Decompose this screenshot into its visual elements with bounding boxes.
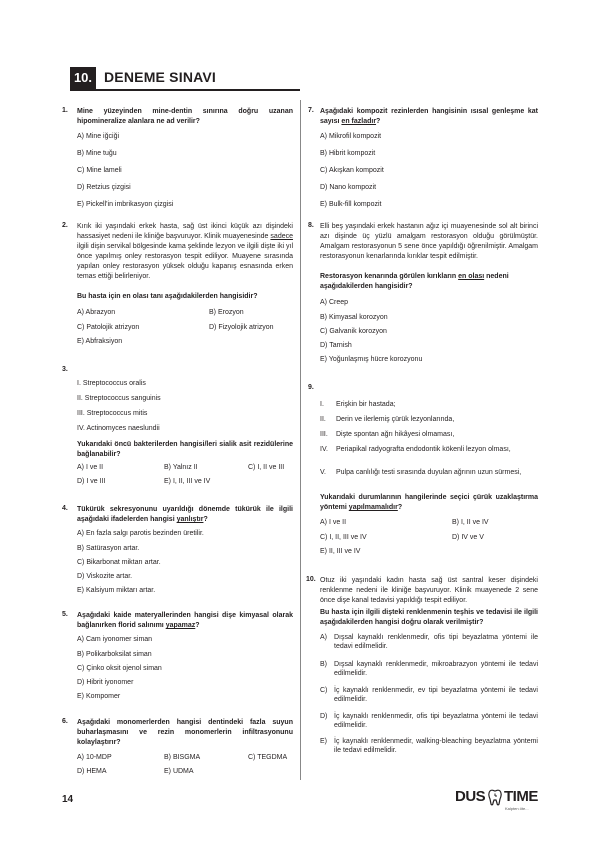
question-stem bbox=[77, 505, 293, 525]
option[interactable]: A) En fazla salgı parotis bezinden üretilir. bbox=[77, 530, 204, 537]
option[interactable]: E) Kalsiyum miktarı artar. bbox=[77, 587, 156, 594]
option[interactable]: A) 10-MDP bbox=[77, 754, 112, 761]
column-divider bbox=[300, 100, 301, 780]
question-number: 8. bbox=[308, 222, 314, 229]
option[interactable]: C) I, II, III ve IV bbox=[320, 534, 367, 541]
question-stem bbox=[77, 611, 293, 631]
question-number: 1. bbox=[62, 107, 68, 114]
option[interactable]: C) I, II ve III bbox=[248, 464, 285, 471]
roman-item: I. Streptococcus oralis bbox=[77, 380, 146, 387]
question-number: 7. bbox=[308, 107, 314, 114]
option[interactable]: B) Kimyasal korozyon bbox=[320, 314, 388, 321]
question-number: 6. bbox=[62, 718, 68, 725]
option[interactable]: İç kaynaklı renklenmedir, ofis tipi beyazlatma yöntemi ile tedavi edilmelidir. bbox=[334, 713, 538, 729]
question-stem-part: ? bbox=[195, 622, 200, 629]
question-number: 5. bbox=[62, 611, 68, 618]
option[interactable]: A) I ve II bbox=[77, 464, 104, 471]
option[interactable]: A) Mikrofil kompozit bbox=[320, 133, 382, 140]
question-number: 10. bbox=[306, 576, 316, 583]
option-letter[interactable]: A) bbox=[320, 634, 327, 641]
question-text-underlined: sadece bbox=[270, 233, 293, 240]
question-number: 4. bbox=[62, 505, 68, 512]
question-prompt-part: Yukarıdaki durumlarının hangilerinde seçici çürük uzaklaştırma yöntemi bbox=[320, 494, 538, 511]
option[interactable]: E) Kompomer bbox=[77, 693, 121, 700]
option[interactable]: Dışsal kaynaklı renklenmedir, mikroabrazyon yöntemi ile tedavi edilmelidir. bbox=[334, 661, 538, 677]
logo-text-left: DUS bbox=[455, 788, 486, 805]
option-letter[interactable]: C) bbox=[320, 687, 328, 694]
option[interactable]: C) Çinko oksit ojenol siman bbox=[77, 665, 162, 672]
option[interactable]: B) I, II ve IV bbox=[452, 519, 489, 526]
question-prompt-underlined: en olası bbox=[458, 273, 485, 280]
option[interactable]: A) I ve II bbox=[320, 519, 347, 526]
question-stem-underlined: yanlıştır bbox=[176, 516, 204, 523]
roman-item: Pulpa canlılığı testi sırasında duyulan ağrının uzun sürmesi, bbox=[336, 469, 522, 476]
roman-numeral: IV. bbox=[320, 446, 328, 453]
header-number: 10. bbox=[73, 70, 93, 85]
footer-logo bbox=[455, 788, 545, 814]
option-letter[interactable]: B) bbox=[320, 661, 327, 668]
option[interactable]: D) IV ve V bbox=[452, 534, 484, 541]
logo-tagline: Kalpten öte... bbox=[505, 806, 529, 811]
option[interactable]: E) UDMA bbox=[164, 768, 194, 775]
option[interactable]: C) TEGDMA bbox=[248, 754, 288, 761]
roman-item: Dişte spontan ağrı hikâyesi olmaması, bbox=[336, 431, 455, 438]
option[interactable]: D) Viskozite artar. bbox=[77, 573, 133, 580]
page-number: 14 bbox=[62, 794, 74, 805]
question-text-part: ilgili dişin servikal bölgesinde kama şeklinde lezyon ve ilgili dişte iki yıl önce yapılmış onley restorasyon tespit ediliyor. Muayene sırasında yapılan onley restorasyon yüksek olduğu kapanış esnasında erken temas ettiği belirleniyor. bbox=[77, 243, 293, 280]
question-stem-part: ? bbox=[203, 516, 208, 523]
question-prompt bbox=[320, 493, 538, 513]
option[interactable]: C) Akışkan kompozit bbox=[320, 167, 384, 174]
option[interactable]: D) Hibrit iyonomer bbox=[77, 679, 134, 686]
option[interactable]: B) BISGMA bbox=[164, 754, 201, 761]
tooth-clock-icon bbox=[487, 789, 503, 806]
roman-item: Periapikal radyografta endodontik kökenli lezyon olması, bbox=[336, 446, 511, 453]
question-prompt: Yukarıdaki öncü bakterilerden hangisi/leri sialik asit rezidülerine bağlanabilir? bbox=[77, 441, 293, 458]
option[interactable]: A) Creep bbox=[320, 299, 349, 306]
question-stem-part: ? bbox=[376, 118, 381, 125]
question-number: 9. bbox=[308, 384, 314, 391]
roman-numeral: III. bbox=[320, 431, 328, 438]
question-stem-part: Aşağıdaki kompozit rezinlerden hangisinin ısısal genleşme kat sayısı bbox=[320, 108, 538, 125]
option[interactable]: D) Retzius çizgisi bbox=[77, 184, 131, 191]
roman-numeral: V. bbox=[320, 469, 326, 476]
option[interactable]: E) Yoğunlaşmış hücre korozyonu bbox=[320, 356, 423, 363]
option[interactable]: E) Bulk-fill kompozit bbox=[320, 201, 382, 208]
roman-numeral: I. bbox=[320, 401, 324, 408]
roman-numeral: II. bbox=[320, 416, 326, 423]
question-text: Elli beş yaşındaki erkek hastanın ağız içi muayenesinde sol alt birinci azı dişinde üç yüzlü amalgam restorasyon olduğu görülmüştür. Amalgam restorasyonun 5 sene önce yapıldığı öğrenilmiştir. Amalgam restorasyonun kenarlarında kırıklar tespit edilmiştir. bbox=[320, 223, 538, 260]
question-prompt-part: Restorasyon kenarında görülen kırıkların bbox=[320, 273, 459, 280]
question-number: 2. bbox=[62, 222, 68, 229]
option[interactable]: D) I ve III bbox=[77, 478, 106, 485]
option[interactable]: E) Abfraksiyon bbox=[77, 338, 123, 345]
question-text-part: Kırık iki yaşındaki erkek hasta, sağ üst ikinci küçük azı dişindeki hassasiyet nedeni ile kliniğe başvuruyor. Klinik muayenesinde bbox=[77, 223, 293, 240]
question-text bbox=[77, 222, 293, 282]
option[interactable]: B) Polikarboksilat siman bbox=[77, 651, 152, 658]
option[interactable]: E) I, II, III ve IV bbox=[164, 478, 211, 485]
roman-item: IV. Actinomyces naeslundii bbox=[77, 425, 160, 432]
question-prompt-part: nedeni aşağıdakilerden hangisidir? bbox=[320, 273, 509, 290]
header-number-box bbox=[70, 67, 96, 89]
question-prompt-part: ? bbox=[397, 504, 403, 511]
roman-item: II. Streptococcus sanguinis bbox=[77, 395, 161, 402]
option-letter[interactable]: D) bbox=[320, 713, 328, 720]
logo-text-right: TIME bbox=[504, 788, 538, 805]
option[interactable]: D) Fizyolojik atrizyon bbox=[209, 324, 274, 331]
question-stem-part: Tükürük sekresyonunu uyarıldığı dönemde tükürük ile ilgili aşağıdaki ifadelerden hangisi bbox=[77, 506, 293, 523]
option[interactable]: B) Satürasyon artar. bbox=[77, 545, 140, 552]
option[interactable]: İç kaynaklı renklenmedir, ev tipi beyazlatma yöntemi ile tedavi edilmelidir. bbox=[334, 687, 538, 703]
roman-item: III. Streptococcus mitis bbox=[77, 410, 148, 417]
option[interactable]: Dışsal kaynaklı renklenmedir, ofis tipi beyazlatma yöntemi ile tedavi edilmelidir. bbox=[334, 634, 538, 650]
question-stem-part: Aşağıdaki kaide materyallerinden hangisi dişe kimyasal olarak bağlanırken florid salınımı bbox=[77, 612, 293, 629]
question-stem: Aşağıdaki monomerlerden hangisi dentindeki fazla suyun buharlaşmasını ve rezin monomerlerin infiltrasyonunu kolaylaştırır? bbox=[77, 719, 293, 746]
question-stem: Mine yüzeyinden mine-dentin sınırına doğru uzanan hipomineralize alanlara ne ad verilir? bbox=[77, 108, 293, 125]
option[interactable]: B) Mine tuğu bbox=[77, 150, 117, 157]
question-prompt-underlined: yapılmamalıdır bbox=[348, 504, 398, 511]
option[interactable]: A) Cam iyonomer siman bbox=[77, 636, 153, 643]
question-text: Otuz iki yaşındaki kadın hasta sağ üst santral keser dişindeki renklenme nedeni ile kliniğe başvuruyor. Klinik muayenede 2 sene önce dişe kanal tedavisi yapıldığı tespit ediliyor. bbox=[320, 577, 538, 604]
option[interactable]: İç kaynaklı renklenmedir, walking-bleaching beyazlatma yöntemi ile tedavi edilmelidir. bbox=[334, 738, 538, 754]
option-letter[interactable]: E) bbox=[320, 738, 327, 745]
option[interactable]: C) Bikarbonat miktarı artar. bbox=[77, 559, 161, 566]
header-rule bbox=[70, 89, 300, 91]
roman-item: Derin ve ilerlemiş çürük lezyonlarında, bbox=[336, 416, 455, 423]
option[interactable]: D) HEMA bbox=[77, 768, 107, 775]
option[interactable]: A) Abrazyon bbox=[77, 309, 116, 316]
option[interactable]: A) Mine iğciği bbox=[77, 133, 120, 140]
question-number: 3. bbox=[62, 366, 68, 373]
option[interactable]: B) Yalnız II bbox=[164, 464, 198, 471]
option[interactable]: C) Galvanik korozyon bbox=[320, 328, 387, 335]
question-stem bbox=[320, 107, 538, 127]
roman-item: Erişkin bir hastada; bbox=[336, 401, 396, 408]
option[interactable]: E) Pickell'in imbrikasyon çizgisi bbox=[77, 201, 174, 208]
option[interactable]: D) Nano kompozit bbox=[320, 184, 377, 191]
option[interactable]: E) II, III ve IV bbox=[320, 548, 361, 555]
option[interactable]: B) Erozyon bbox=[209, 309, 244, 316]
question-prompt: Bu hasta için ilgili dişteki renklenmenin teşhis ve tedavisi ile ilgili aşağıdakilerden hangisi doğru olarak verilmiştir? bbox=[320, 609, 538, 626]
option[interactable]: C) Patolojik atrizyon bbox=[77, 324, 140, 331]
page-title: DENEME SINAVI bbox=[104, 69, 217, 85]
question-stem-underlined: yapamaz bbox=[165, 622, 196, 629]
option[interactable]: B) Hibrit kompozit bbox=[320, 150, 376, 157]
option[interactable]: D) Tarnish bbox=[320, 342, 352, 349]
question-prompt bbox=[320, 272, 538, 292]
question-prompt: Bu hasta için en olası tanı aşağıdakilerden hangisidir? bbox=[77, 293, 258, 300]
option[interactable]: C) Mine lameli bbox=[77, 167, 122, 174]
question-stem-underlined: en fazladır bbox=[341, 118, 377, 125]
